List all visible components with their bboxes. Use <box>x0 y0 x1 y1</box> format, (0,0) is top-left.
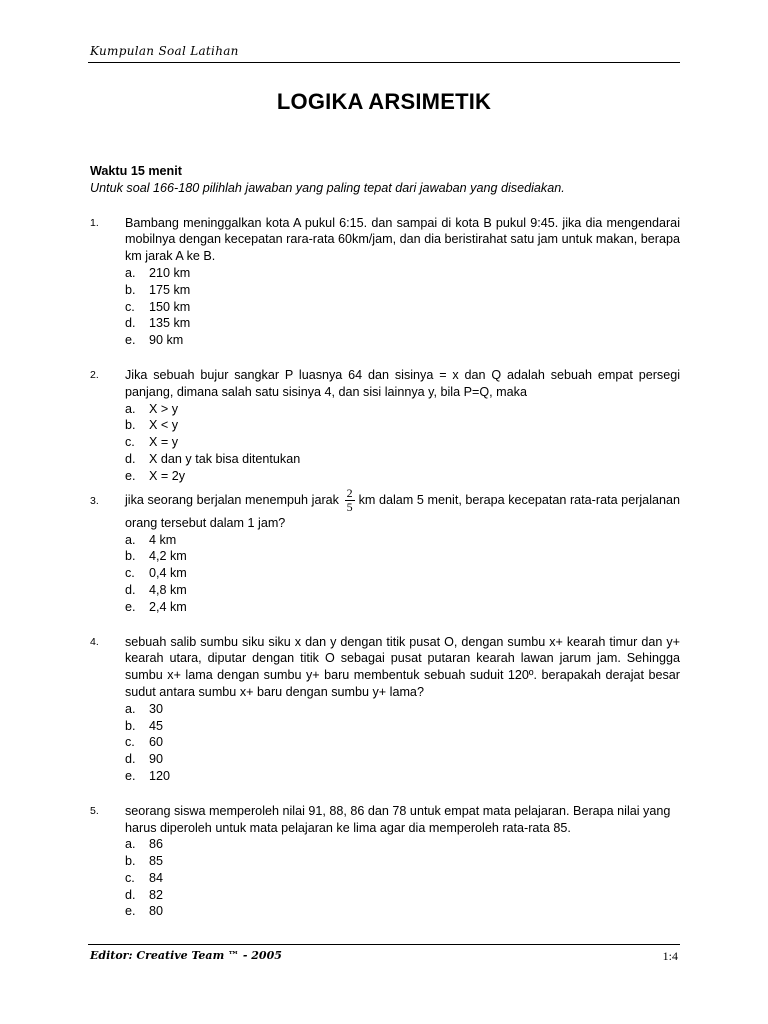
question-text-after: km dalam 5 menit, berapa kecepatan rata-rata perjalanan orang tersebut dalam 1 jam? <box>125 492 681 530</box>
answer-options <box>125 401 680 485</box>
option-text: X < y <box>149 418 179 433</box>
option-text: 135 km <box>149 316 191 331</box>
option-text: 175 km <box>149 282 191 297</box>
option-letter: b. <box>125 418 136 433</box>
header-script-title: Kumpulan Soal Latihan <box>90 44 239 58</box>
option-d <box>125 887 680 904</box>
fraction <box>345 487 355 514</box>
option-c <box>125 434 680 451</box>
option-text: 85 <box>149 854 164 869</box>
option-letter: d. <box>125 582 136 597</box>
option-a <box>125 401 680 418</box>
question-text: sebuah salib sumbu siku siku x dan y dengan titik pusat O, dengan sumbu x+ kearah timur dan y+ kearah utara, diputar dengan titik O sebagai pusat putaran kearah lawan jarum jam. Sehingga sumbu x+ lama dengan sumbu y+ baru membentuk sebuah suduit 120º. berapakah derajat besar sudut antara sumbu x+ baru dengan sumbu y+ lama? <box>125 634 680 699</box>
option-letter: c. <box>125 566 135 581</box>
footer-editor: Editor: Creative Team ™ - 2005 <box>90 949 282 962</box>
question-2 <box>90 367 680 485</box>
option-text: 4 km <box>149 532 177 547</box>
option-text: 120 <box>149 768 171 783</box>
option-b <box>125 718 680 735</box>
option-letter: e. <box>125 468 136 483</box>
question-5 <box>90 803 680 921</box>
option-c <box>125 299 680 316</box>
answer-options <box>125 532 680 616</box>
question-number: 2. <box>90 368 99 381</box>
option-text: 4,8 km <box>149 582 187 597</box>
option-b <box>125 282 680 299</box>
option-text: X > y <box>149 401 179 416</box>
question-number: 4. <box>90 635 99 648</box>
option-text: 4,2 km <box>149 549 187 564</box>
option-text: 150 km <box>149 299 191 314</box>
option-letter: e. <box>125 904 136 919</box>
fraction-numerator: 2 <box>346 485 353 500</box>
question-text: Jika sebuah bujur sangkar P luasnya 64 dan sisinya = x dan Q adalah sebuah empat persegi panjang, dimana salah satu sisinya 4, dan sisi lainnya y, bila P=Q, maka <box>125 367 680 399</box>
option-letter: c. <box>125 870 135 885</box>
option-text: 2,4 km <box>149 599 187 614</box>
option-letter: e. <box>125 333 136 348</box>
question-number: 1. <box>90 216 99 229</box>
instruction-text: Untuk soal 166-180 pilihlah jawaban yang paling tepat dari jawaban yang disediakan. <box>90 180 565 195</box>
option-letter: d. <box>125 316 136 331</box>
option-d <box>125 315 680 332</box>
option-e <box>125 468 680 485</box>
question-3 <box>90 487 680 616</box>
option-text: 210 km <box>149 265 191 280</box>
option-letter: c. <box>125 435 135 450</box>
answer-options <box>125 265 680 349</box>
option-text: 84 <box>149 870 164 885</box>
option-c <box>125 870 680 887</box>
footer-divider <box>88 944 680 945</box>
option-letter: e. <box>125 768 136 783</box>
option-text: 30 <box>149 701 164 716</box>
option-b <box>125 853 680 870</box>
option-text: 45 <box>149 718 164 733</box>
option-e <box>125 903 680 920</box>
time-label: Waktu 15 menit <box>90 164 182 178</box>
option-text: 86 <box>149 837 164 852</box>
option-e <box>125 768 680 785</box>
option-letter: d. <box>125 752 136 767</box>
option-c <box>125 565 680 582</box>
question-number: 3. <box>90 494 99 507</box>
option-letter: b. <box>125 718 136 733</box>
header-divider <box>88 62 680 63</box>
question-number: 5. <box>90 804 99 817</box>
option-d <box>125 451 680 468</box>
option-text: 60 <box>149 735 164 750</box>
question-4 <box>90 634 680 785</box>
document-body <box>90 163 680 920</box>
option-letter: a. <box>125 701 136 716</box>
option-letter: d. <box>125 451 136 466</box>
answer-options <box>125 701 680 785</box>
option-letter: c. <box>125 735 135 750</box>
option-a <box>125 532 680 549</box>
fraction-denominator: 5 <box>346 499 353 514</box>
option-text: X = 2y <box>149 468 186 483</box>
option-d <box>125 582 680 599</box>
option-text: 80 <box>149 904 164 919</box>
option-letter: b. <box>125 854 136 869</box>
option-text: X dan y tak bisa ditentukan <box>149 451 301 466</box>
option-letter: a. <box>125 265 136 280</box>
option-text: 90 km <box>149 333 184 348</box>
option-e <box>125 332 680 349</box>
option-letter: b. <box>125 549 136 564</box>
option-c <box>125 734 680 751</box>
option-a <box>125 701 680 718</box>
option-b <box>125 417 680 434</box>
question-text: Bambang meninggalkan kota A pukul 6:15. dan sampai di kota B pukul 9:45. jika dia mengendarai mobilnya dengan kecepatan rara-rata 60km/jam, dan dia beristirahat satu jam untuk makan, berapa km jarak A ke B. <box>125 215 680 264</box>
option-text: 0,4 km <box>149 566 187 581</box>
question-1 <box>90 215 680 349</box>
option-letter: a. <box>125 532 136 547</box>
question-text <box>125 487 680 532</box>
option-text: 90 <box>149 752 164 767</box>
option-letter: a. <box>125 401 136 416</box>
option-text: X = y <box>149 435 179 450</box>
page-number: 1:4 <box>662 949 678 963</box>
option-letter: c. <box>125 299 135 314</box>
option-letter: b. <box>125 282 136 297</box>
question-text-before: jika seorang berjalan menempuh jarak <box>125 492 339 507</box>
option-d <box>125 751 680 768</box>
option-letter: e. <box>125 599 136 614</box>
answer-options <box>125 836 680 920</box>
option-letter: a. <box>125 837 136 852</box>
option-e <box>125 599 680 616</box>
option-text: 82 <box>149 887 164 902</box>
page-title: LOGIKA ARSIMETIK <box>276 89 492 114</box>
option-a <box>125 836 680 853</box>
option-a <box>125 265 680 282</box>
question-text: seorang siswa memperoleh nilai 91, 88, 86 dan 78 untuk empat mata pelajaran. Berapa nilai yang harus diperoleh untuk mata pelajaran ke lima agar dia memperoleh rata-rata 85. <box>125 803 671 835</box>
option-letter: d. <box>125 887 136 902</box>
option-b <box>125 548 680 565</box>
